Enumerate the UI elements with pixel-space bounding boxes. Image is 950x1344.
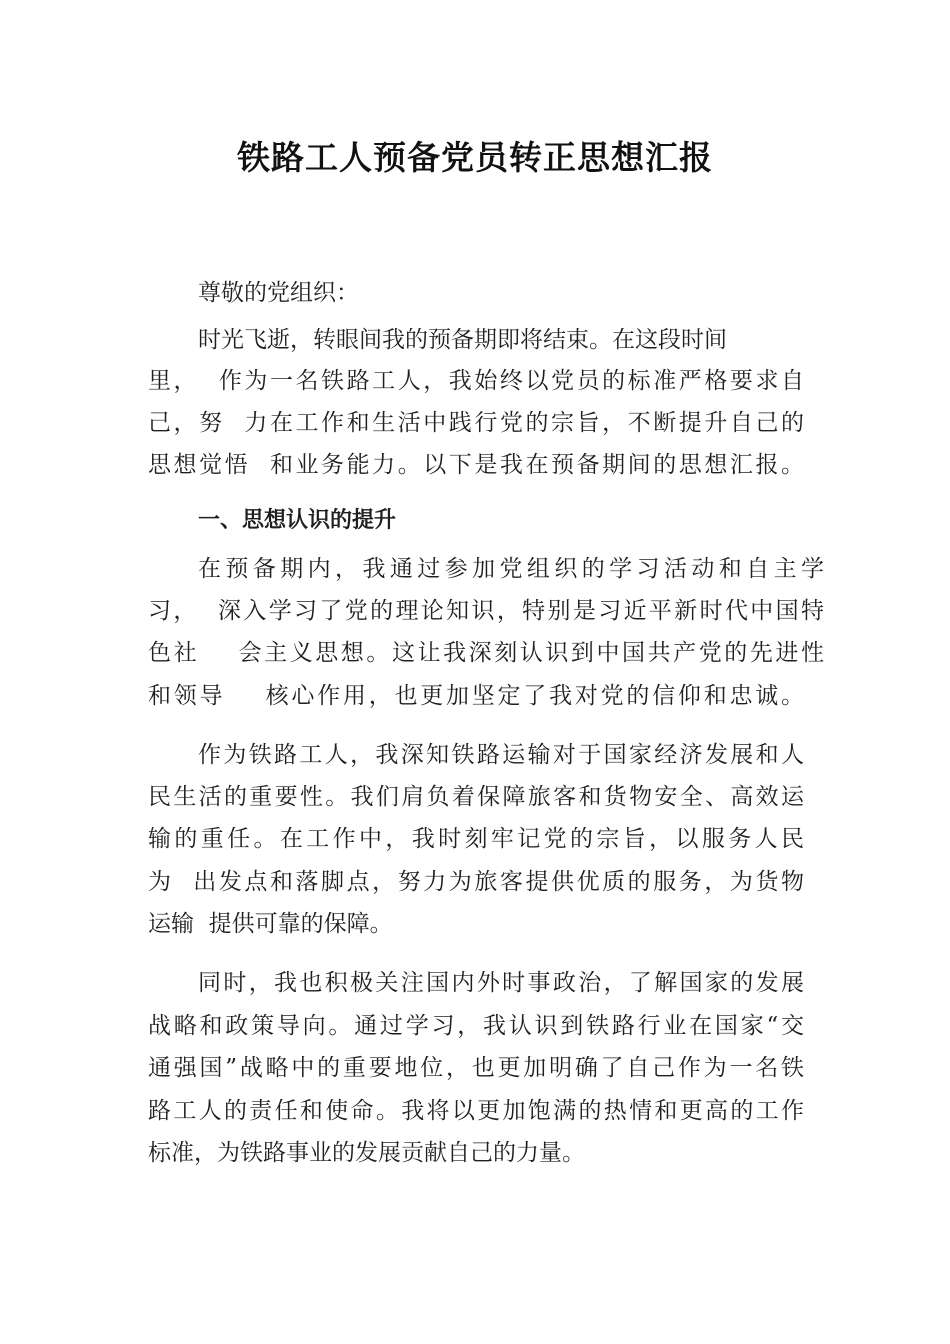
paragraph-line: 思想觉悟 和业务能力。以下是我在预备期间的思想汇报。 (148, 452, 804, 478)
paragraph-line: 运输 提供可靠的保障。 (148, 911, 393, 937)
paragraph-line: 通强国”战略中的重要地位，也更加明确了自己作为一名铁 (148, 1055, 804, 1081)
paragraph-line: 民生活的重要性。我们肩负着保障旅客和货物安全、高效运 (148, 784, 804, 810)
document-title: 铁路工人预备党员转正思想汇报 (237, 138, 713, 177)
paragraph-line: 路工人的责任和使命。我将以更加饱满的热情和更高的工作 (148, 1098, 804, 1124)
paragraph-line: 里， 作为一名铁路工人，我始终以党员的标准严格要求自 (148, 368, 804, 394)
paragraph-line: 标准，为铁路事业的发展贡献自己的力量。 (148, 1140, 585, 1166)
paragraph-line: 己，努 力在工作和生活中践行党的宗旨，不断提升自己的 (148, 410, 804, 436)
paragraph-line: 习， 深入学习了党的理论知识，特别是习近平新时代中国特 (148, 598, 824, 624)
paragraph-line: 色社 会主义思想。这让我深刻认识到中国共产党的先进性 (148, 640, 824, 666)
paragraph-line: 作为铁路工人，我深知铁路运输对于国家经济发展和人 (198, 742, 804, 768)
paragraph-line: 输的重任。在工作中，我时刻牢记党的宗旨，以服务人民 (148, 826, 804, 852)
section-heading: 一、思想认识的提升 (198, 508, 397, 533)
salutation: 尊敬的党组织： (198, 280, 359, 306)
paragraph-line: 时光飞逝，转眼间我的预备期即将结束。在这段时间 (198, 327, 727, 353)
paragraph-line: 为 出发点和落脚点，努力为旅客提供优质的服务，为货物 (148, 869, 804, 895)
paragraph-line: 在预备期内，我通过参加党组织的学习活动和自主学 (198, 556, 824, 582)
paragraph-line: 和领导 核心作用，也更加坚定了我对党的信仰和忠诚。 (148, 683, 804, 709)
paragraph-line: 战略和政策导向。通过学习，我认识到铁路行业在国家“交 (148, 1013, 804, 1039)
paragraph-line: 同时，我也积极关注国内外时事政治，了解国家的发展 (198, 970, 804, 996)
